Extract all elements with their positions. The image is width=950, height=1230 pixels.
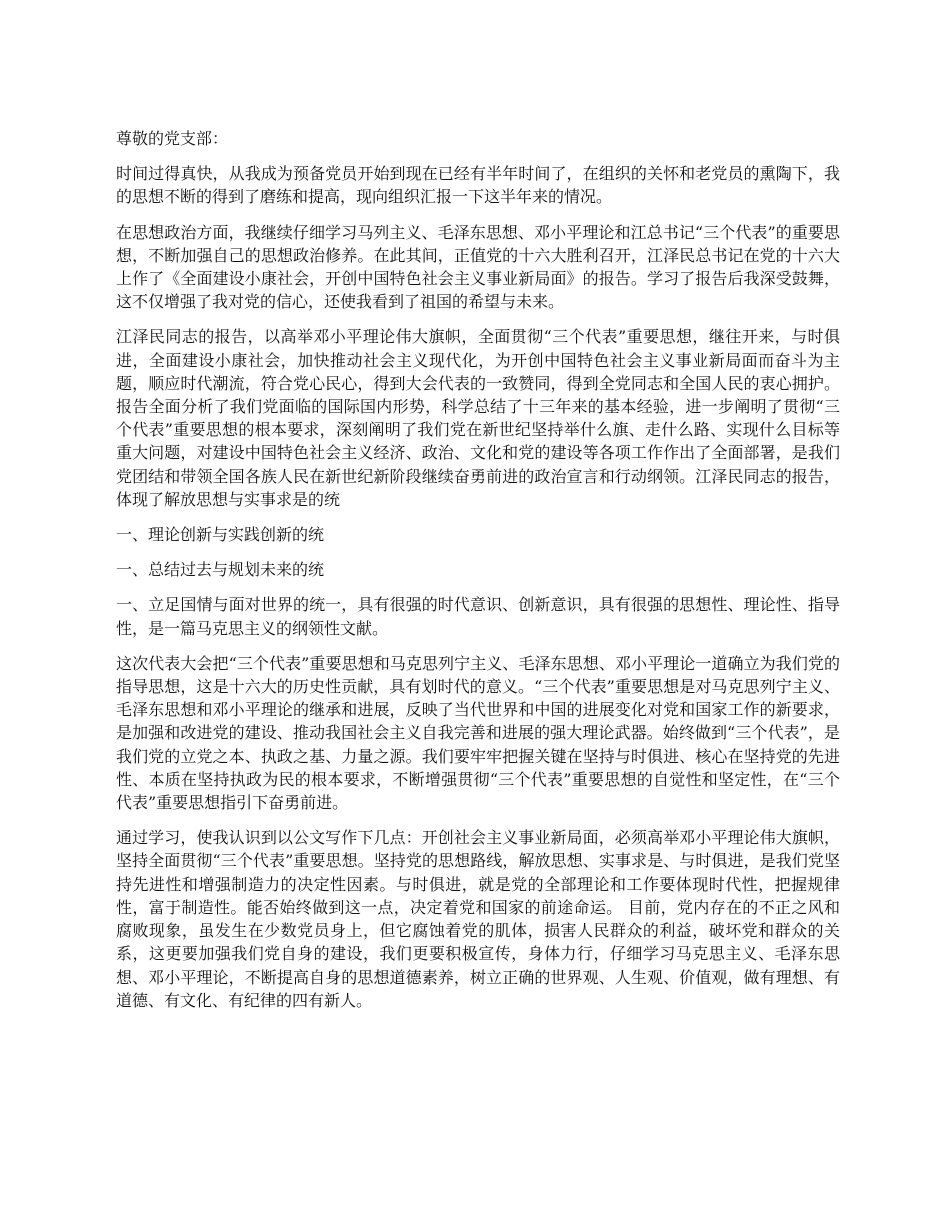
- paragraph-political-study: 在思想政治方面，我继续仔细学习马列主义、毛泽东思想、邓小平理论和江总书记“三个代表”的重要思想，不断加强自己的思想政治修养。在此其间，正值党的十六大胜利召开，江泽民总书记在党的十六大上作了《全面建设小康社会，开创中国特色社会主义事业新局面》的报告。学习了报告后我深受鼓舞，这不仅增强了我对党的信心，还使我看到了祖国的希望与未来。: [116, 222, 840, 312]
- paragraph-report-summary: 江泽民同志的报告，以高举邓小平理论伟大旗帜，全面贯彻“三个代表”重要思想，继往开来，与时俱进，全面建设小康社会，加快推动社会主义现代化，为开创中国特色社会主义事业新局面而奋斗为主题，顺应时代潮流，符合党心民心，得到大会代表的一致赞同，得到全党同志和全国人民的衷心拥护。报告全面分析了我们党面临的国际国内形势，科学总结了十三年来的基本经验，进一步阐明了贯彻“三个代表”重要思想的根本要求，深刻阐明了我们党在新世纪坚持举什么旗、走什么路、实现什么目标等重大问题，对建设中国特色社会主义经济、政治、文化和党的建设等各项工作作出了全面部署，是我们党团结和带领全国各族人民在新世纪新阶段继续奋勇前进的政治宣言和行动纲领。江泽民同志的报告，体现了解放思想与实事求是的统: [116, 327, 840, 509]
- paragraph-point-national-world: 一、立足国情与面对世界的统一，具有很强的时代意识、创新意识，具有很强的思想性、理论性、指导性，是一篇马克思主义的纲领性文献。: [116, 595, 840, 638]
- paragraph-point-theory: 一、理论创新与实践创新的统: [116, 525, 325, 545]
- salutation: 尊敬的党支部：: [116, 129, 229, 148]
- paragraph-point-past-future: 一、总结过去与规划未来的统: [116, 560, 325, 580]
- paragraph-intro: 时间过得真快，从我成为预备党员开始到现在已经有半年时间了，在组织的关怀和老党员的熏陶下，我的思想不断的得到了磨练和提高，现向组织汇报一下这半年来的情况。: [116, 164, 840, 207]
- document-page: [116, 127, 840, 1024]
- paragraph-three-represents: 这次代表大会把“三个代表”重要思想和马克思列宁主义、毛泽东思想、邓小平理论一道确立为我们党的指导思想，这是十六大的历史性贡献，具有划时代的意义。“三个代表”重要思想是对马克思列宁主义、毛泽东思想和邓小平理论的继承和进展，反映了当代世界和中国的进展变化对党和国家工作的新要求，是加强和改进党的建设、推动我国社会主义自我完善和进展的强大理论武器。始终做到“三个代表”，是我们党的立党之本、执政之基、力量之源。我们要牢牢把握关键在坚持与时俱进、核心在坚持党的先进性、本质在坚持执政为民的根本要求，不断增强贯彻“三个代表”重要思想的自觉性和坚定性，在“三个代表”重要思想指引下奋勇前进。: [116, 653, 840, 813]
- paragraph-conclusion: 通过学习，使我认识到以公文写作下几点：开创社会主义事业新局面，必须高举邓小平理论伟大旗帜，坚持全面贯彻“三个代表”重要思想。坚持党的思想路线，解放思想、实事求是、与时俱进，是我们党坚持先进性和增强制造力的决定性因素。与时俱进，就是党的全部理论和工作要体现时代性，把握规律性，富于制造性。能否始终做到这一点，决定着党和国家的前途命运。 目前，党内存在的不正之风和腐败现象，虽发生在少数党员身上，但它腐蚀着党的肌体，损害人民群众的利益，破坏党和群众的关系，这更要加强我们党自身的建设，我们更要积极宣传，身体力行，仔细学习马克思主义、毛泽东思想、邓小平理论，不断提高自身的思想道德素养，树立正确的世界观、人生观、价值观，做有理想、有道德、有文化、有纪律的四有新人。: [116, 828, 840, 1010]
